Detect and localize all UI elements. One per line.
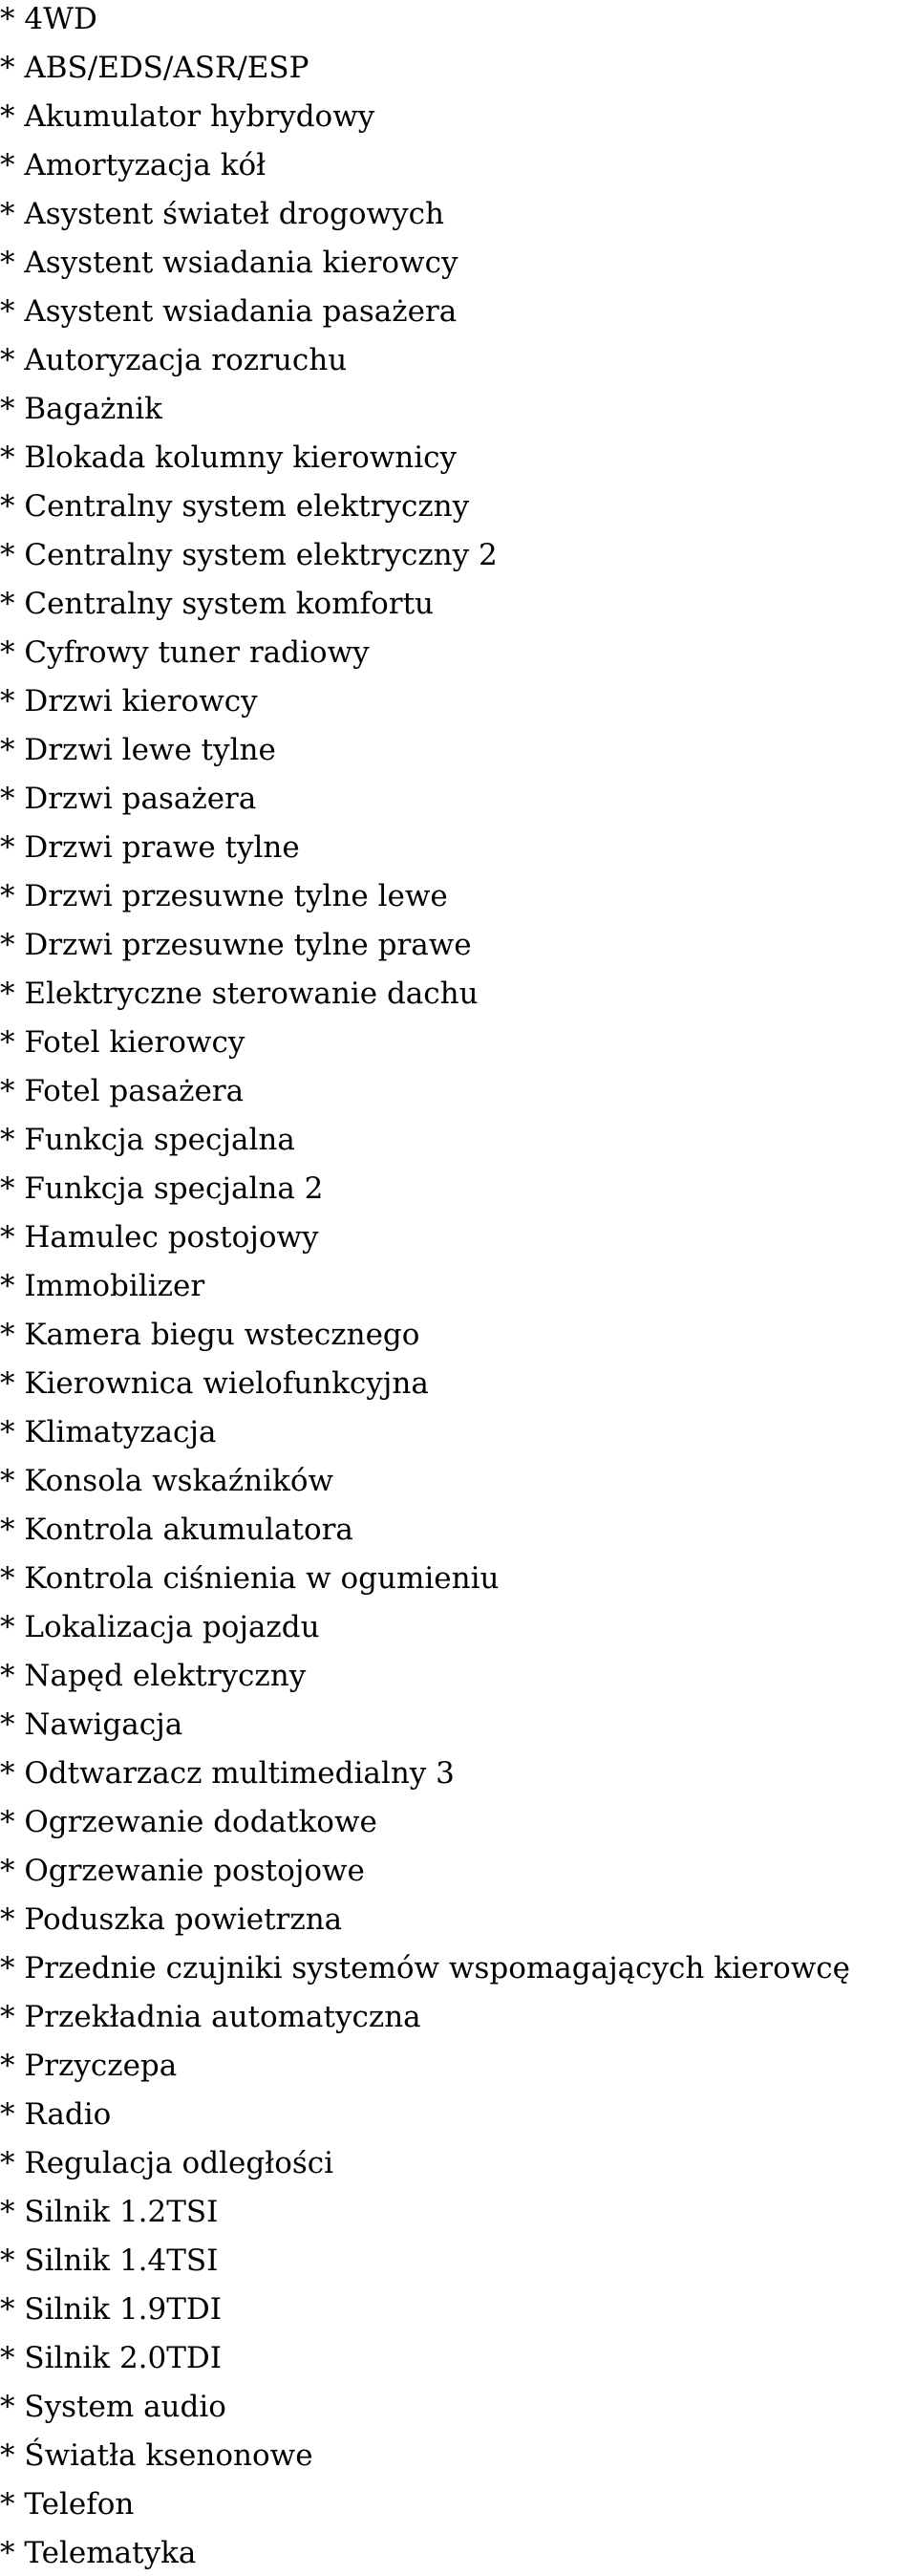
list-item: * Przednie czujniki systemów wspomagających kierowcę bbox=[0, 1951, 850, 1986]
list-item: * Akumulator hybrydowy bbox=[0, 99, 375, 134]
list-item: * Centralny system komfortu bbox=[0, 587, 434, 621]
list-item: * Drzwi kierowcy bbox=[0, 684, 258, 719]
list-item: * Klimatyzacja bbox=[0, 1415, 217, 1449]
list-item: * Drzwi pasażera bbox=[0, 782, 257, 816]
list-item: * Kierownica wielofunkcyjna bbox=[0, 1366, 429, 1401]
list-item: * Asystent świateł drogowych bbox=[0, 197, 444, 231]
list-item: * 4WD bbox=[0, 2, 97, 36]
list-item: * Napęd elektryczny bbox=[0, 1659, 307, 1693]
list-item: * Silnik 1.4TSI bbox=[0, 2243, 219, 2278]
list-item: * Elektryczne sterowanie dachu bbox=[0, 977, 479, 1011]
list-item: * Asystent wsiadania pasażera bbox=[0, 294, 458, 329]
list-item: * Ogrzewanie dodatkowe bbox=[0, 1805, 377, 1839]
list-item: * Funkcja specjalna 2 bbox=[0, 1171, 324, 1206]
list-item: * Odtwarzacz multimedialny 3 bbox=[0, 1756, 455, 1791]
list-item: * Blokada kolumny kierownicy bbox=[0, 440, 458, 475]
list-item: * Regulacja odległości bbox=[0, 2146, 334, 2180]
list-item: * Nawigacja bbox=[0, 1707, 183, 1742]
list-item: * Silnik 1.9TDI bbox=[0, 2292, 223, 2327]
list-item: * Poduszka powietrzna bbox=[0, 1902, 343, 1937]
list-item: * Immobilizer bbox=[0, 1269, 205, 1303]
list-item: * Kontrola ciśnienia w ogumieniu bbox=[0, 1561, 500, 1596]
list-item: * Funkcja specjalna bbox=[0, 1123, 295, 1157]
list-item: * Silnik 2.0TDI bbox=[0, 2341, 223, 2375]
list-item: * Telefon bbox=[0, 2487, 135, 2522]
list-item: * Przyczepa bbox=[0, 2049, 178, 2083]
list-item: * Centralny system elektryczny bbox=[0, 489, 470, 524]
list-item: * Drzwi lewe tylne bbox=[0, 733, 276, 767]
list-item: * Autoryzacja rozruchu bbox=[0, 343, 348, 377]
list-item: * Radio bbox=[0, 2097, 112, 2132]
list-item: * Hamulec postojowy bbox=[0, 1220, 319, 1255]
list-item: * Przekładnia automatyczna bbox=[0, 2000, 421, 2034]
list-item: * Ogrzewanie postojowe bbox=[0, 1854, 365, 1888]
list-item: * Lokalizacja pojazdu bbox=[0, 1610, 320, 1644]
list-item: * Kamera biegu wstecznego bbox=[0, 1318, 420, 1352]
list-item: * Światła ksenonowe bbox=[0, 2438, 313, 2473]
list-item: * Amortyzacja kół bbox=[0, 148, 267, 182]
list-item: * Telematyka bbox=[0, 2536, 197, 2570]
list-item: * Cyfrowy tuner radiowy bbox=[0, 635, 370, 670]
list-item: * Drzwi prawe tylne bbox=[0, 830, 300, 865]
list-item: * Fotel kierowcy bbox=[0, 1025, 245, 1060]
list-item: * Drzwi przesuwne tylne prawe bbox=[0, 928, 472, 962]
list-item: * Silnik 1.2TSI bbox=[0, 2195, 219, 2229]
list-item: * Asystent wsiadania kierowcy bbox=[0, 246, 458, 280]
list-item: * Bagażnik bbox=[0, 392, 162, 426]
list-item: * Centralny system elektryczny 2 bbox=[0, 538, 498, 572]
list-item: * ABS/EDS/ASR/ESP bbox=[0, 51, 309, 85]
list-item: * System audio bbox=[0, 2390, 226, 2424]
list-item: * Fotel pasażera bbox=[0, 1074, 245, 1108]
list-item: * Konsola wskaźników bbox=[0, 1464, 334, 1498]
list-item: * Drzwi przesuwne tylne lewe bbox=[0, 879, 448, 913]
list-item: * Kontrola akumulatora bbox=[0, 1513, 353, 1547]
